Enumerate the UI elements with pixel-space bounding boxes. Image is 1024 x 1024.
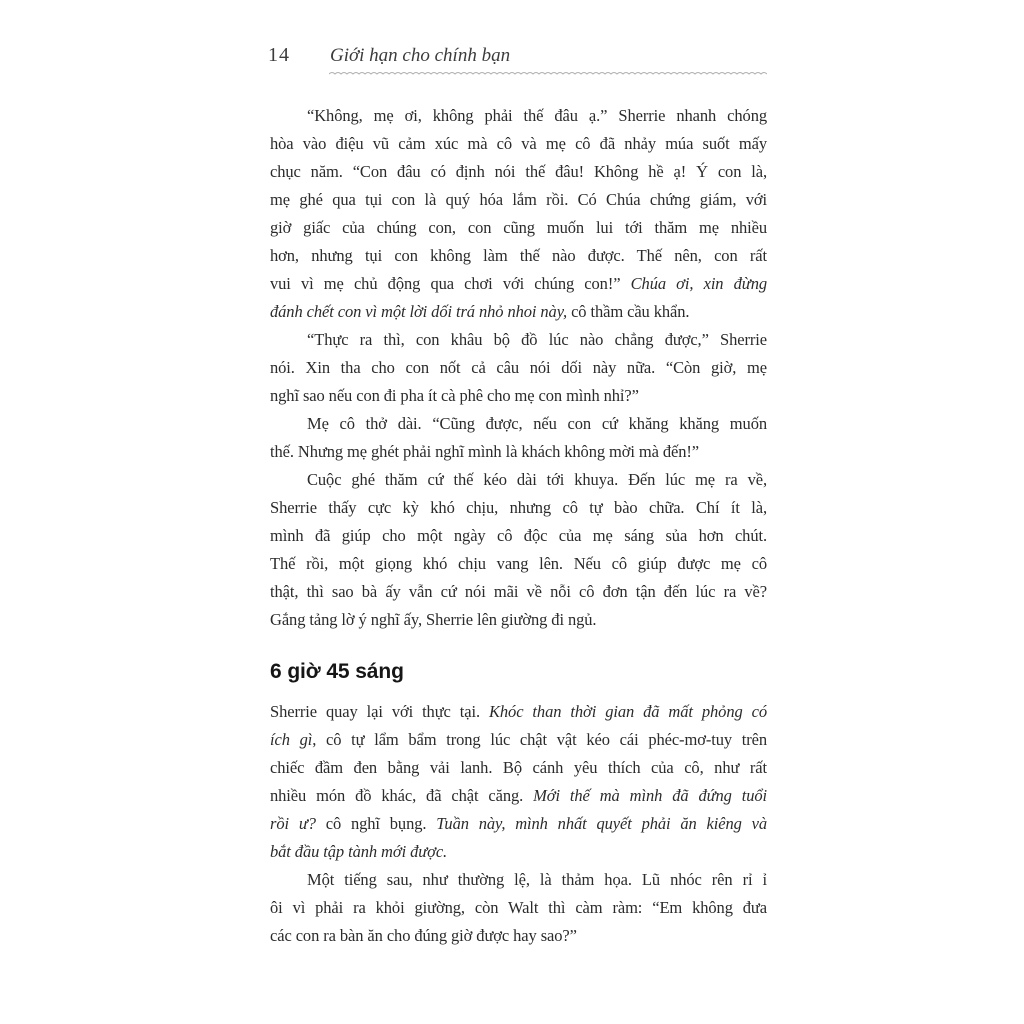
text-line [270,922,767,950]
text-line [270,866,767,894]
text-segment: “Thực ra thì, con khâu bộ đồ lúc nào chẳng được,” Sherrie [307,330,767,349]
text-segment: Mẹ cô thở dài. “Cũng được, nếu con cứ khăng khăng muốn [307,414,767,433]
text-segment: “Không, mẹ ơi, không phải thế đâu ạ.” Sherrie nhanh chóng [307,106,767,125]
text-segment: Gắng tảng lờ ý nghĩ ấy, Sherrie lên giường đi ngủ. [270,610,597,629]
page-number: 14 [268,44,290,66]
text-segment: hơn, nhưng tụi con không làm thế nào được. Thế nên, con rất [270,246,767,265]
text-line [270,894,767,922]
text-segment: vui vì mẹ chủ động qua chơi với chúng con!” [270,274,631,293]
text-segment: Sherrie quay lại với thực tại. [270,702,489,721]
text-line [270,130,767,158]
text-segment: giờ giấc của chúng con, con cũng muốn lui tới thăm mẹ nhiều [270,218,767,237]
text-line [270,186,767,214]
text-segment: chục năm. “Con đâu có định nói thế đâu! Không hề ạ! Ý con là, [270,162,767,181]
text-segment: mình đã giúp cho một ngày cô độc của mẹ sáng sủa hơn chút. [270,526,767,545]
text-line [270,782,767,810]
text-segment: cô thầm cầu khẩn. [567,302,690,321]
text-line [270,214,767,242]
paragraph [270,466,767,634]
paragraph [270,866,767,950]
text-line [270,838,767,866]
text-line [270,158,767,186]
text-line [270,754,767,782]
text-segment: hòa vào điệu vũ cảm xúc mà cô và mẹ cô đã nhảy múa suốt mấy [270,134,767,153]
text-segment: Một tiếng sau, như thường lệ, là thảm họa. Lũ nhóc rên rỉ ỉ [307,870,767,889]
text-line [270,578,767,606]
header-rule-decoration [329,69,767,77]
text-segment: ôi vì phải ra khỏi giường, còn Walt thì càm ràm: “Em không đưa [270,898,767,917]
text-segment: , cô tự lẩm bẩm trong lúc chật vật kéo cái phéc-mơ-tuy trên [312,730,767,749]
text-segment: thật, thì sao bà ấy vẫn cứ nói mãi về nỗi cô đơn tận đến lúc ra về? [270,582,767,601]
text-line [270,410,767,438]
text-segment: cô nghĩ bụng. [315,814,437,833]
paragraph [270,410,767,466]
page-body [270,102,767,950]
page-header [268,44,768,78]
italic-text-segment: Tuần này, mình nhất quyết phải ăn kiêng và [436,814,767,833]
italic-text-segment: Mới thế mà mình đã đứng tuổi [533,786,768,805]
text-line [270,698,767,726]
text-line [270,466,767,494]
paragraph [270,326,767,410]
text-segment: chiếc đầm đen bằng vải lanh. Bộ cánh yêu thích của cô, như rất [270,758,767,777]
text-segment: Cuộc ghé thăm cứ thế kéo dài tới khuya. Đến lúc mẹ ra về, [307,470,767,489]
text-line [270,438,767,466]
text-segment: thế. Nhưng mẹ ghét phải nghĩ mình là khách không mời mà đến!” [270,442,700,461]
paragraph [270,698,767,866]
text-line [270,270,767,298]
italic-text-segment: ích gì [270,730,313,749]
text-segment: các con ra bàn ăn cho đúng giờ được hay sao?” [270,926,577,945]
text-line [270,810,767,838]
text-line [270,550,767,578]
italic-text-segment: Chúa ơi, xin đừng [630,274,767,293]
paragraph [270,102,767,326]
text-line [270,242,767,270]
italic-text-segment: Khóc than thời gian đã mất phỏng có [489,702,768,721]
text-line [270,354,767,382]
text-line [270,102,767,130]
italic-text-segment: đánh chết con vì một lời dối trá nhỏ nhoi này, [270,302,568,321]
italic-text-segment: rồi ư? [270,814,316,833]
text-line [270,298,767,326]
italic-text-segment: bắt đầu tập tành mới được. [270,842,448,861]
text-line [270,494,767,522]
running-title: Giới hạn cho chính bạn [330,45,511,66]
wavy-rule-line [329,73,767,75]
text-segment: Sherrie thấy cực kỳ khó chịu, nhưng cô tự bào chữa. Chí ít là, [270,498,767,517]
text-line [270,522,767,550]
text-line [270,326,767,354]
text-segment: Thế rồi, một giọng khó chịu vang lên. Nếu cô giúp được mẹ cô [270,554,767,573]
text-line [270,726,767,754]
text-segment: nghĩ sao nếu con đi pha ít cà phê cho mẹ con mình nhỉ?” [270,386,639,405]
text-line [270,382,767,410]
text-segment: nói. Xin tha cho con nốt cả câu nói dối này nữa. “Còn giờ, mẹ [270,358,767,377]
text-line [270,606,767,634]
text-segment: mẹ ghé qua tụi con là quý hóa lắm rồi. Có Chúa chứng giám, với [270,190,767,209]
section-heading: 6 giờ 45 sáng [270,660,404,683]
text-segment: nhiều món đồ khác, đã chật căng. [270,786,534,805]
